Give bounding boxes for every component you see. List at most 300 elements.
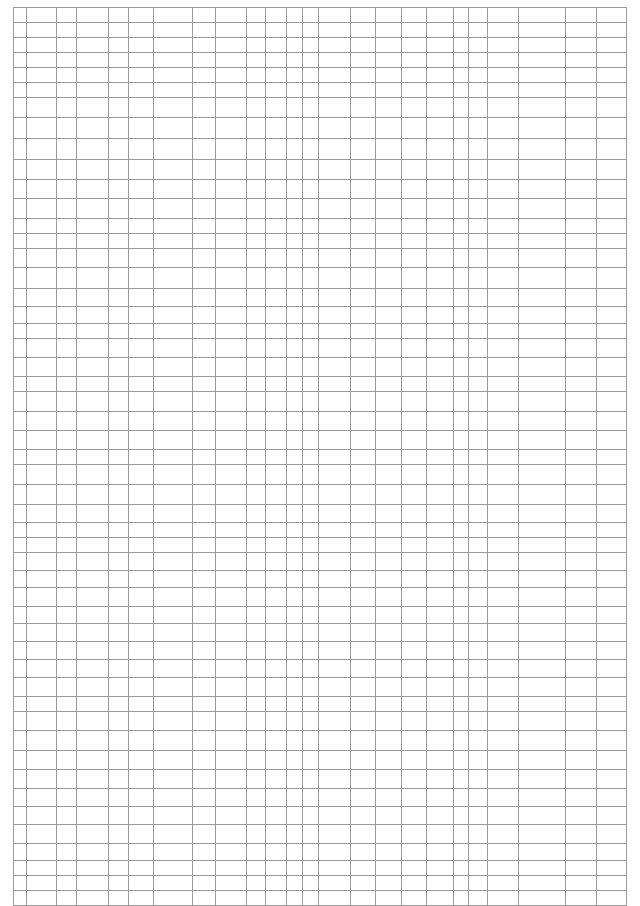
table-cell <box>109 505 129 523</box>
table-cell <box>286 450 302 465</box>
table-cell <box>566 731 596 751</box>
table-cell <box>76 465 109 485</box>
table-cell <box>14 588 27 607</box>
table-cell <box>128 571 154 588</box>
table-cell <box>26 431 56 450</box>
table-cell <box>192 697 215 712</box>
table-cell <box>247 219 266 234</box>
table-row <box>14 234 627 249</box>
table-cell <box>215 712 246 731</box>
table-cell <box>350 642 376 660</box>
table-cell <box>56 268 76 289</box>
table-cell <box>76 431 109 450</box>
table-cell <box>109 38 129 53</box>
table-cell <box>596 324 626 339</box>
table-cell <box>14 139 27 160</box>
table-cell <box>596 377 626 392</box>
table-cell <box>154 358 192 377</box>
table-cell <box>76 160 109 180</box>
table-cell <box>468 83 487 98</box>
table-cell <box>518 160 566 180</box>
table-cell <box>319 876 350 891</box>
table-cell <box>350 358 376 377</box>
table-cell <box>468 339 487 358</box>
table-cell <box>487 660 518 678</box>
table-cell <box>350 789 376 807</box>
table-cell <box>401 249 427 268</box>
table-cell <box>453 523 468 538</box>
table-cell <box>319 307 350 324</box>
table-cell <box>286 53 302 68</box>
table-cell <box>14 377 27 392</box>
table-cell <box>154 307 192 324</box>
table-cell <box>319 844 350 861</box>
table-cell <box>453 8 468 23</box>
table-cell <box>376 289 402 307</box>
table-cell <box>26 678 56 697</box>
table-cell <box>487 53 518 68</box>
table-cell <box>265 377 286 392</box>
table-cell <box>596 219 626 234</box>
table-cell <box>350 607 376 624</box>
table-cell <box>350 68 376 83</box>
table-cell <box>128 180 154 199</box>
table-cell <box>109 8 129 23</box>
table-cell <box>56 538 76 553</box>
table-cell <box>487 268 518 289</box>
table-cell <box>247 68 266 83</box>
table-cell <box>401 450 427 465</box>
table-cell <box>247 289 266 307</box>
table-cell <box>56 505 76 523</box>
table-cell <box>596 825 626 844</box>
table-cell <box>487 307 518 324</box>
table-cell <box>215 751 246 770</box>
table-cell <box>518 307 566 324</box>
table-cell <box>286 789 302 807</box>
table-cell <box>518 731 566 751</box>
table-row <box>14 571 627 588</box>
table-cell <box>350 751 376 770</box>
table-cell <box>376 624 402 642</box>
table-cell <box>468 770 487 789</box>
table-cell <box>192 68 215 83</box>
table-cell <box>453 118 468 139</box>
table-cell <box>350 249 376 268</box>
table-cell <box>453 505 468 523</box>
table-cell <box>401 770 427 789</box>
table-cell <box>566 339 596 358</box>
table-cell <box>303 289 319 307</box>
table-cell <box>265 588 286 607</box>
table-cell <box>14 68 27 83</box>
table-cell <box>487 160 518 180</box>
table-cell <box>468 712 487 731</box>
table-cell <box>26 219 56 234</box>
table-cell <box>468 807 487 825</box>
table-cell <box>56 53 76 68</box>
table-cell <box>376 219 402 234</box>
table-cell <box>154 160 192 180</box>
table-cell <box>427 660 454 678</box>
table-cell <box>518 249 566 268</box>
table-cell <box>128 624 154 642</box>
table-cell <box>566 160 596 180</box>
table-cell <box>303 249 319 268</box>
table-cell <box>192 249 215 268</box>
table-row <box>14 38 627 53</box>
table-cell <box>518 770 566 789</box>
table-cell <box>566 53 596 68</box>
table-cell <box>76 289 109 307</box>
table-cell <box>128 844 154 861</box>
table-cell <box>518 83 566 98</box>
table-cell <box>376 38 402 53</box>
table-cell <box>376 538 402 553</box>
table-cell <box>401 118 427 139</box>
table-cell <box>247 392 266 412</box>
table-cell <box>376 431 402 450</box>
table-cell <box>401 891 427 906</box>
table-cell <box>487 234 518 249</box>
table-cell <box>518 861 566 876</box>
table-cell <box>154 199 192 219</box>
table-cell <box>376 8 402 23</box>
table-cell <box>350 553 376 571</box>
table-cell <box>247 234 266 249</box>
table-cell <box>286 588 302 607</box>
table-cell <box>14 861 27 876</box>
table-cell <box>109 358 129 377</box>
table-cell <box>468 751 487 770</box>
table-cell <box>518 234 566 249</box>
table-cell <box>128 83 154 98</box>
table-cell <box>518 523 566 538</box>
table-cell <box>286 160 302 180</box>
table-cell <box>427 377 454 392</box>
table-cell <box>128 588 154 607</box>
table-cell <box>487 807 518 825</box>
table-cell <box>154 118 192 139</box>
table-cell <box>154 139 192 160</box>
table-cell <box>453 712 468 731</box>
table-cell <box>26 607 56 624</box>
table-cell <box>427 553 454 571</box>
table-cell <box>468 53 487 68</box>
table-cell <box>14 219 27 234</box>
table-cell <box>427 118 454 139</box>
table-cell <box>566 249 596 268</box>
table-cell <box>350 431 376 450</box>
table-cell <box>265 538 286 553</box>
table-cell <box>427 160 454 180</box>
table-cell <box>376 731 402 751</box>
table-cell <box>596 98 626 118</box>
table-cell <box>468 844 487 861</box>
table-cell <box>376 139 402 160</box>
table-cell <box>154 861 192 876</box>
table-cell <box>487 68 518 83</box>
table-cell <box>468 588 487 607</box>
table-cell <box>376 160 402 180</box>
table-cell <box>401 180 427 199</box>
table-cell <box>286 199 302 219</box>
table-cell <box>76 697 109 712</box>
table-cell <box>453 377 468 392</box>
table-cell <box>26 538 56 553</box>
table-cell <box>350 412 376 431</box>
table-cell <box>76 307 109 324</box>
table-cell <box>303 876 319 891</box>
table-cell <box>215 160 246 180</box>
table-cell <box>487 339 518 358</box>
table-cell <box>76 789 109 807</box>
table-cell <box>265 697 286 712</box>
table-cell <box>14 505 27 523</box>
table-row <box>14 660 627 678</box>
table-cell <box>303 199 319 219</box>
table-cell <box>427 538 454 553</box>
table-cell <box>518 377 566 392</box>
table-cell <box>427 339 454 358</box>
table-cell <box>192 38 215 53</box>
table-cell <box>247 807 266 825</box>
table-cell <box>376 392 402 412</box>
table-cell <box>154 289 192 307</box>
table-cell <box>14 38 27 53</box>
table-cell <box>247 861 266 876</box>
table-cell <box>596 180 626 199</box>
table-cell <box>56 876 76 891</box>
table-cell <box>596 392 626 412</box>
table-cell <box>286 712 302 731</box>
table-cell <box>401 38 427 53</box>
table-cell <box>215 465 246 485</box>
table-cell <box>128 392 154 412</box>
table-cell <box>350 731 376 751</box>
table-cell <box>303 53 319 68</box>
table-cell <box>286 289 302 307</box>
table-cell <box>76 268 109 289</box>
table-cell <box>215 844 246 861</box>
table-cell <box>319 199 350 219</box>
table-cell <box>109 268 129 289</box>
table-cell <box>427 571 454 588</box>
table-cell <box>76 731 109 751</box>
table-cell <box>109 339 129 358</box>
table-cell <box>303 789 319 807</box>
table-cell <box>350 450 376 465</box>
table-cell <box>401 307 427 324</box>
table-cell <box>376 844 402 861</box>
table-cell <box>401 289 427 307</box>
table-cell <box>468 160 487 180</box>
table-cell <box>427 624 454 642</box>
table-cell <box>518 660 566 678</box>
table-cell <box>265 861 286 876</box>
table-cell <box>286 844 302 861</box>
table-cell <box>427 53 454 68</box>
table-cell <box>427 731 454 751</box>
table-cell <box>303 861 319 876</box>
table-cell <box>350 23 376 38</box>
table-cell <box>14 770 27 789</box>
table-cell <box>566 8 596 23</box>
table-cell <box>468 485 487 505</box>
table-cell <box>76 876 109 891</box>
table-cell <box>154 431 192 450</box>
table-cell <box>453 180 468 199</box>
table-cell <box>453 588 468 607</box>
table-cell <box>56 624 76 642</box>
table-cell <box>518 68 566 83</box>
table-cell <box>215 697 246 712</box>
table-cell <box>376 770 402 789</box>
table-cell <box>319 83 350 98</box>
table-cell <box>566 607 596 624</box>
table-cell <box>401 53 427 68</box>
table-cell <box>286 8 302 23</box>
table-cell <box>286 607 302 624</box>
table-cell <box>56 431 76 450</box>
table-cell <box>109 697 129 712</box>
table-cell <box>56 23 76 38</box>
table-cell <box>596 289 626 307</box>
table-cell <box>247 38 266 53</box>
table-cell <box>56 465 76 485</box>
table-cell <box>128 789 154 807</box>
table-cell <box>109 538 129 553</box>
table-cell <box>192 789 215 807</box>
table-cell <box>566 505 596 523</box>
table-cell <box>192 485 215 505</box>
table-cell <box>56 324 76 339</box>
table-cell <box>26 68 56 83</box>
table-cell <box>487 642 518 660</box>
table-cell <box>265 571 286 588</box>
table-cell <box>76 523 109 538</box>
table-cell <box>128 339 154 358</box>
table-cell <box>247 538 266 553</box>
table-cell <box>518 807 566 825</box>
table-cell <box>303 68 319 83</box>
table-cell <box>468 268 487 289</box>
table-cell <box>56 553 76 571</box>
table-cell <box>14 199 27 219</box>
table-cell <box>154 339 192 358</box>
table-cell <box>518 538 566 553</box>
table-cell <box>566 324 596 339</box>
table-cell <box>56 249 76 268</box>
table-cell <box>265 234 286 249</box>
table-cell <box>518 268 566 289</box>
table-cell <box>265 712 286 731</box>
table-row <box>14 751 627 770</box>
table-cell <box>247 751 266 770</box>
table-cell <box>401 571 427 588</box>
table-row <box>14 219 627 234</box>
table-cell <box>427 249 454 268</box>
table-cell <box>518 53 566 68</box>
table-cell <box>427 523 454 538</box>
table-cell <box>109 23 129 38</box>
table-cell <box>76 68 109 83</box>
table-cell <box>596 538 626 553</box>
table-cell <box>303 160 319 180</box>
table-cell <box>319 68 350 83</box>
table-cell <box>128 23 154 38</box>
table-cell <box>192 588 215 607</box>
table-cell <box>265 891 286 906</box>
table-cell <box>109 770 129 789</box>
table-cell <box>76 553 109 571</box>
table-cell <box>265 358 286 377</box>
table-cell <box>76 180 109 199</box>
table-cell <box>215 199 246 219</box>
table-cell <box>154 876 192 891</box>
table-cell <box>56 844 76 861</box>
table-cell <box>401 139 427 160</box>
table-cell <box>303 770 319 789</box>
table-cell <box>286 678 302 697</box>
table-cell <box>427 8 454 23</box>
table-cell <box>303 523 319 538</box>
table-cell <box>487 199 518 219</box>
table-cell <box>468 234 487 249</box>
table-cell <box>154 624 192 642</box>
table-cell <box>401 392 427 412</box>
table-cell <box>427 68 454 83</box>
table-cell <box>566 180 596 199</box>
table-cell <box>286 505 302 523</box>
table-cell <box>26 571 56 588</box>
table-cell <box>76 450 109 465</box>
table-cell <box>286 751 302 770</box>
table-cell <box>596 678 626 697</box>
table-cell <box>566 642 596 660</box>
table-cell <box>468 523 487 538</box>
table-cell <box>286 731 302 751</box>
table-cell <box>518 712 566 731</box>
table-cell <box>128 876 154 891</box>
table-cell <box>303 505 319 523</box>
table-cell <box>319 412 350 431</box>
table-cell <box>518 118 566 139</box>
table-row <box>14 180 627 199</box>
table-cell <box>109 180 129 199</box>
table-cell <box>286 118 302 139</box>
table-cell <box>596 891 626 906</box>
table-cell <box>453 642 468 660</box>
table-cell <box>56 139 76 160</box>
table-cell <box>566 358 596 377</box>
table-cell <box>596 339 626 358</box>
table-cell <box>453 485 468 505</box>
table-cell <box>303 118 319 139</box>
table-cell <box>192 8 215 23</box>
table-cell <box>265 68 286 83</box>
table-cell <box>596 731 626 751</box>
table-cell <box>265 678 286 697</box>
table-cell <box>303 624 319 642</box>
table-cell <box>192 731 215 751</box>
table-cell <box>265 8 286 23</box>
table-cell <box>128 160 154 180</box>
table-cell <box>215 876 246 891</box>
table-cell <box>427 289 454 307</box>
table-cell <box>303 571 319 588</box>
table-cell <box>128 731 154 751</box>
